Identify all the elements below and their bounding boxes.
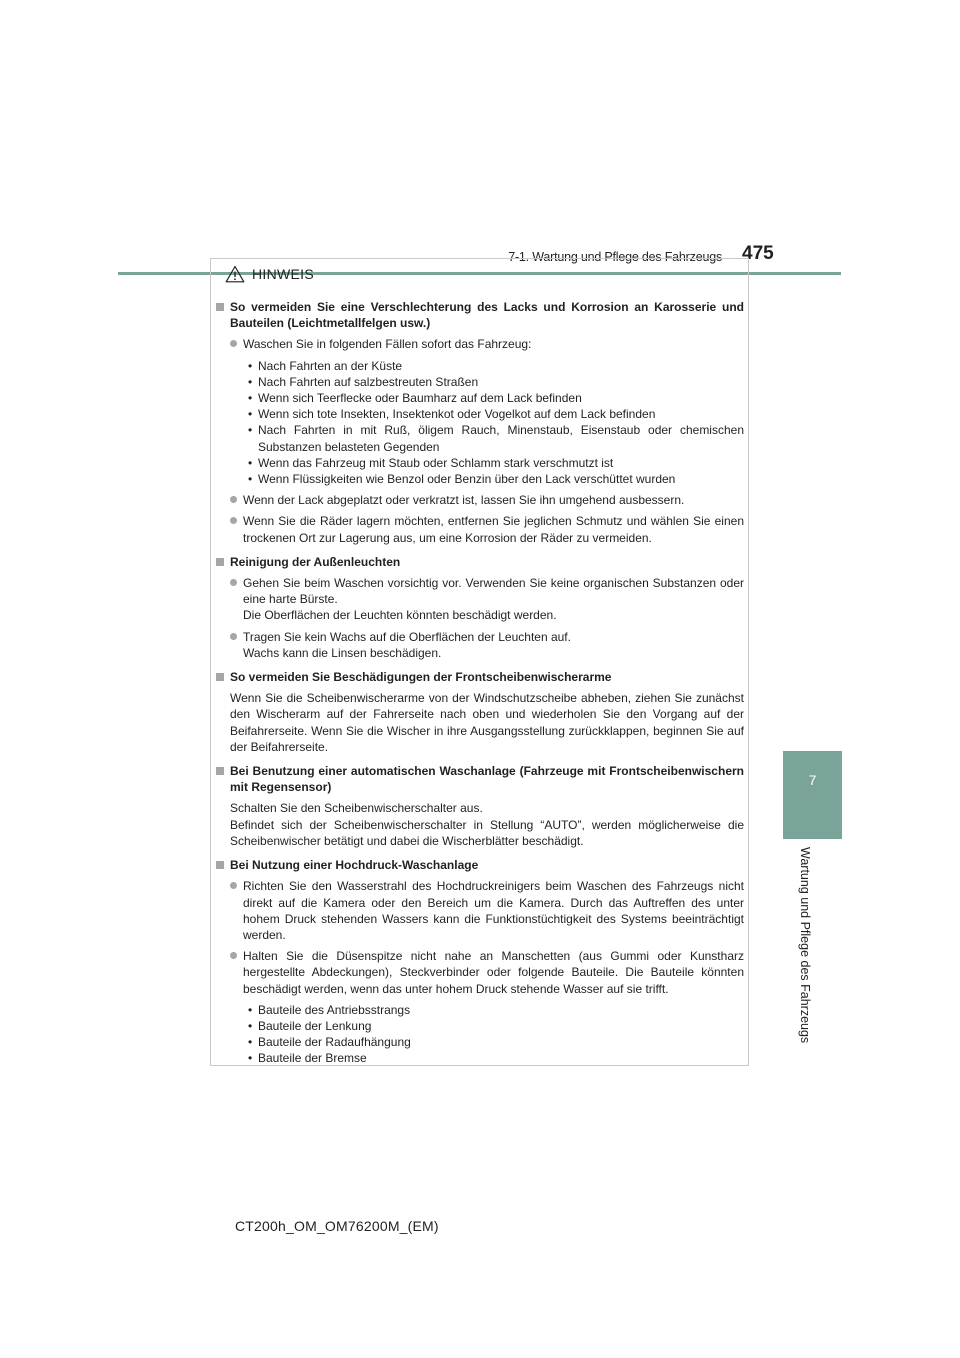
notice-header [225, 265, 314, 283]
sub-list-item: • Bauteile der Radaufhängung [248, 1035, 411, 1050]
notice-content [216, 299, 744, 1067]
circle-bullet-icon [230, 517, 237, 524]
sub-list [248, 1002, 744, 1067]
square-bullet-icon [216, 767, 224, 775]
sub-list-item: • Nach Fahrten an der Küste [248, 358, 403, 373]
sub-list-item: • Wenn Flüssigkeiten wie Benzol oder Benzin über den Lack verschüttet wurden [248, 472, 676, 487]
list-item: Waschen Sie in folgenden Fällen sofort das Fahrzeug: [230, 336, 744, 352]
sub-list-item: • Bauteile der Bremse [248, 1051, 367, 1066]
chapter-number: 7 [808, 772, 817, 788]
sub-list-item: • Wenn das Fahrzeug mit Staub oder Schlamm stark verschmutzt ist [248, 455, 614, 470]
sub-list-item: • Nach Fahrten auf salzbestreuten Straßen [248, 374, 479, 389]
sub-list-item: • Nach Fahrten in mit Ruß, öligem Rauch, Minenstaub, Eisenstaub oder chemischen Substanzen belasteten Gegenden [248, 423, 744, 454]
sub-list [248, 358, 744, 488]
section-heading: Reinigung der Außenleuchten [216, 554, 744, 570]
circle-bullet-icon [230, 633, 237, 640]
square-bullet-icon [216, 303, 224, 311]
square-bullet-icon [216, 558, 224, 566]
notice-title: HINWEIS [252, 266, 314, 282]
sub-list-item: • Wenn sich tote Insekten, Insektenkot oder Vogelkot auf dem Lack befinden [248, 407, 656, 422]
list-item: Halten Sie die Düsenspitze nicht nahe an Manschetten (aus Gummi oder Kunstharz hergestellte Abdeckungen), Steckverbinder oder folgende Bauteile. Die Bauteile könnten beschädigt werden, wenn das unter hohem Druck stehende Wasser auf sie trifft. [230, 948, 744, 997]
list-item: Wenn der Lack abgeplatzt oder verkratzt ist, lassen Sie ihn umgehend ausbessern. [230, 492, 744, 508]
list-item: Richten Sie den Wasserstrahl des Hochdruckreinigers beim Waschen des Fahrzeugs nicht direkt auf die Kamera oder den Bereich um die Kamera. Durch das Auftreffen des unter hohem Druck stehenden Wassers kann die Funktionstüchtigkeit des Systems beeinträchtigt werden. [230, 878, 744, 943]
list-item: Tragen Sie kein Wachs auf die Oberflächen der Leuchten auf. Wachs kann die Linsen beschädigen. [230, 629, 744, 661]
section-heading: Bei Benutzung einer automatischen Waschanlage (Fahrzeuge mit Frontscheibenwischern mit Regensensor) [216, 763, 744, 795]
circle-bullet-icon [230, 496, 237, 503]
list-item: Wenn Sie die Räder lagern möchten, entfernen Sie jeglichen Schmutz und wählen Sie einen trockenen Ort zur Lagerung aus, um eine Korrosion der Räder zu vermeiden. [230, 513, 744, 545]
warning-triangle-icon [225, 265, 245, 283]
sub-list-item: • Bauteile der Lenkung [248, 1018, 372, 1033]
section-heading: Bei Nutzung einer Hochdruck-Waschanlage [216, 857, 744, 873]
sub-list-item: • Bauteile des Antriebsstrangs [248, 1002, 411, 1017]
circle-bullet-icon [230, 952, 237, 959]
list-item: Gehen Sie beim Waschen vorsichtig vor. Verwenden Sie keine organischen Substanzen oder eine harte Bürste. Die Oberflächen der Leuchten könnten beschädigt werden. [230, 575, 744, 624]
notice-box [210, 258, 749, 1066]
sub-list-item: • Wenn sich Teerflecke oder Baumharz auf dem Lack befinden [248, 391, 582, 406]
paragraph: Schalten Sie den Scheibenwischerschalter aus. Befindet sich der Scheibenwischerschalter in Stellung “AUTO”, werden möglicherweise die Scheibenwischer betätigt und dabei die Wischerblätter beschädigt. [230, 801, 744, 848]
square-bullet-icon [216, 673, 224, 681]
circle-bullet-icon [230, 579, 237, 586]
section-heading: So vermeiden Sie eine Verschlechterung des Lacks und Korrosion an Karosserie und Bauteilen (Leichtmetallfelgen usw.) [216, 299, 744, 331]
header-section-title: 7-1. Wartung und Pflege des Fahrzeugs [508, 250, 722, 264]
chapter-caption: Wartung und Pflege des Fahrzeugs [798, 847, 812, 1044]
paragraph: Wenn Sie die Scheibenwischerarme von der Windschutzscheibe abheben, ziehen Sie zunächst den Wischerarm auf der Fahrerseite nach oben und wiederholen Sie den Vorgang auf der Beifahrerseite. Wenn Sie die Wischer in ihre Ausgangsstellung zurückklappen, beginnen Sie auf der Beifahrerseite. [230, 691, 744, 754]
chapter-tab [783, 751, 842, 839]
section-heading: So vermeiden Sie Beschädigungen der Frontscheibenwischerarme [216, 669, 744, 685]
square-bullet-icon [216, 861, 224, 869]
circle-bullet-icon [230, 340, 237, 347]
page-number: 475 [742, 243, 774, 264]
footer-document-code: CT200h_OM_OM76200M_(EM) [235, 1218, 439, 1234]
circle-bullet-icon [230, 882, 237, 889]
